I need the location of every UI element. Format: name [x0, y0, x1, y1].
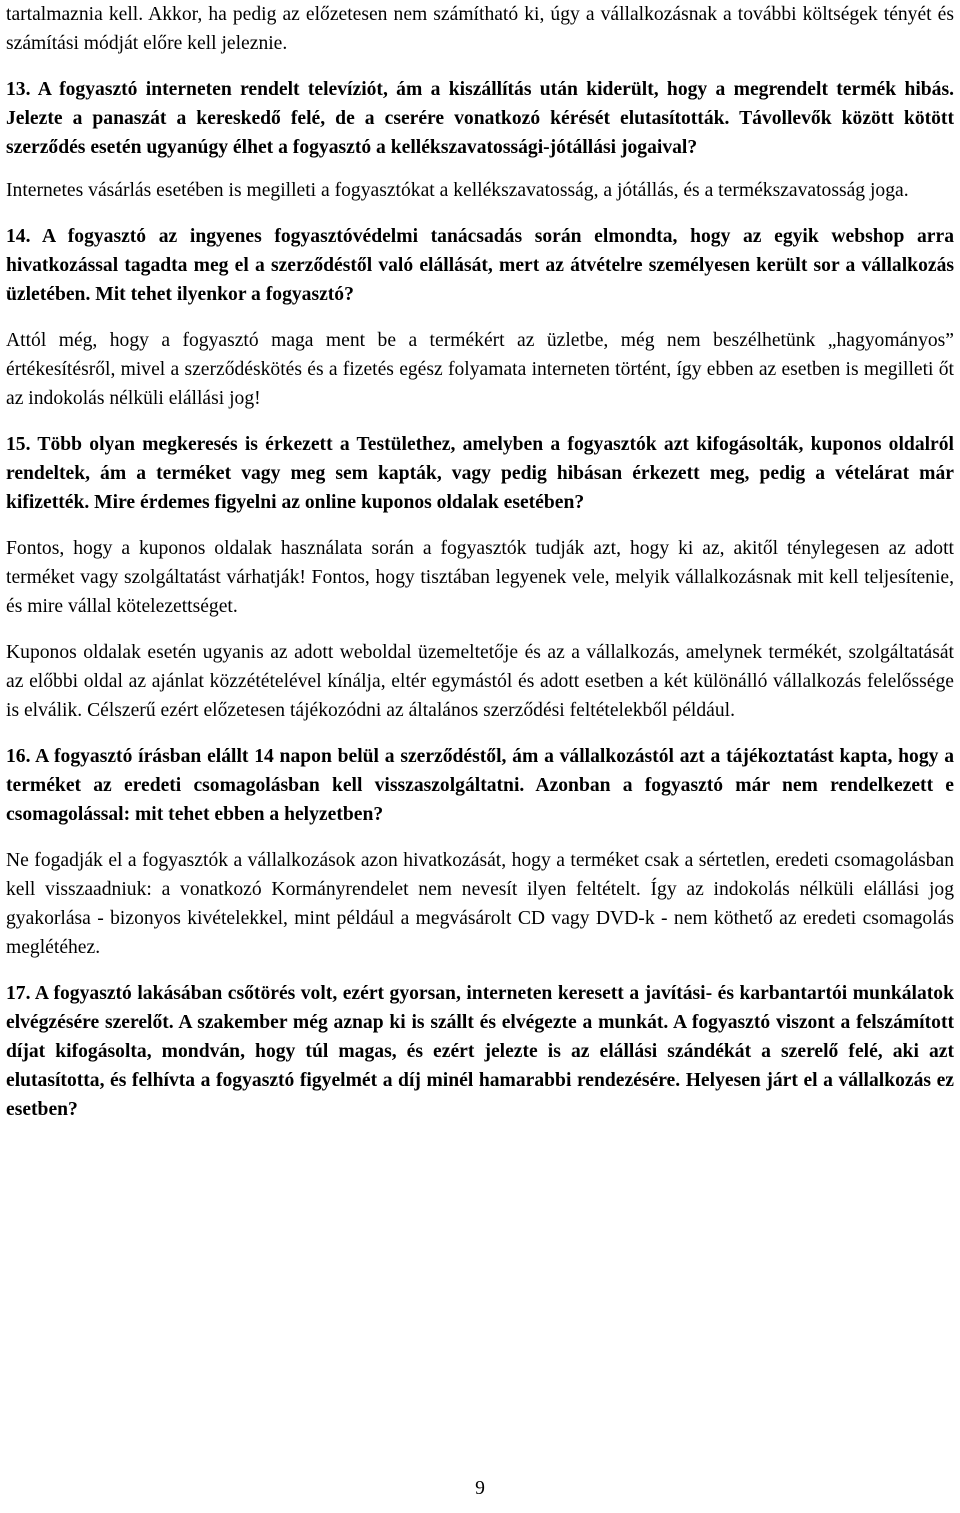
question-17: 17. A fogyasztó lakásában csőtörés volt, ezért gyorsan, interneten keresett a javítási- és karbantartói munkálatok elvégzésére szerelőt. A szakember még aznap ki is szállt és elvégezte a munkát. A fogyasztó viszont a felszámított díjat kifogásolta, mondván, hogy túl magas, és ezért jelezte is az elállási szándékát a szerelő felé, aki azt elutasította, és felhívta a fogyasztó figyelmét a díj minél hamarabbi rendezésére. Helyesen járt el a vállalkozás ez esetben?	[6, 983, 954, 1120]
answer-15-paragraph-1: Fontos, hogy a kuponos oldalak használata során a fogyasztók tudják azt, hogy ki az, akitől ténylegesen az adott terméket vagy szolgáltatást várhatják! Fontos, hogy tisztában legyenek vele, melyik vállalkozásnak mit kell teljesítenie, és mire vállal kötelezettséget.	[6, 538, 954, 617]
answer-14-paragraph-1: Attól még, hogy a fogyasztó maga ment be a termékért az üzletbe, még nem beszélhetünk „hagyományos” értékesítésről, mivel a szerződéskötés és a fizetés egész folyamata interneten történt, így ebben az esetben is megilleti őt az indokolás nélküli elállási jog!	[6, 330, 954, 409]
answer-16-paragraph-1: Ne fogadják el a fogyasztók a vállalkozások azon hivatkozását, hogy a terméket csak a sértetlen, eredeti csomagolásban kell visszaadniuk: a vonatkozó Kormányrendelet nem nevesít ilyen feltételt. Így az indokolás nélküli elállási jog gyakorlása - bizonyos kivételekkel, mint például a megvásárolt CD vagy DVD-k - nem köthető az eredeti csomagolás meglétéhez.	[6, 850, 954, 958]
intro-paragraph: tartalmaznia kell. Akkor, ha pedig az előzetesen nem számítható ki, úgy a vállalkozásnak a további költségek tényét és számítási módját előre kell jeleznie.	[6, 4, 954, 54]
question-15: 15. Több olyan megkeresés is érkezett a Testülethez, amelyben a fogyasztók azt kifogásolták, kuponos oldalról rendeltek, ám a terméket vagy meg sem kapták, vagy pedig hibásan érkezett meg, pedig a vételárat már kifizették. Mire érdemes figyelni az online kuponos oldalak esetében?	[6, 434, 954, 513]
document-page	[6, 0, 954, 1124]
answer-15-paragraph-2: Kuponos oldalak esetén ugyanis az adott weboldal üzemeltetője és az a vállalkozás, amelynek termékét, szolgáltatását az előbbi oldal az ajánlat közzétételével kínálja, eltér egymástól és adott esetben a két különálló vállalkozás felelőssége is elválik. Célszerű ezért előzetesen tájékozódni az általános szerződési feltételekből például.	[6, 642, 954, 721]
question-13: 13. A fogyasztó interneten rendelt televíziót, ám a kiszállítás után kiderült, hogy a megrendelt termék hibás. Jelezte a panaszát a kereskedő felé, de a cserére vonatkozó kérését elutasították. Távollevők között kötött szerződés esetén ugyanúgy élhet a fogyasztó a kellékszavatossági-jótállási jogaival?	[6, 79, 954, 158]
question-14: 14. A fogyasztó az ingyenes fogyasztóvédelmi tanácsadás során elmondta, hogy az egyik webshop arra hivatkozással tagadta meg el a szerződéstől való elállását, mert az átvételre személyesen került sor a vállalkozás üzletében. Mit tehet ilyenkor a fogyasztó?	[6, 226, 954, 305]
page-number: 9	[475, 1478, 485, 1499]
answer-13-paragraph-1: Internetes vásárlás esetében is megilleti a fogyasztókat a kellékszavatosság, a jótállás, és a termékszavatosság joga.	[6, 180, 909, 201]
question-16: 16. A fogyasztó írásban elállt 14 napon belül a szerződéstől, ám a vállalkozástól azt a tájékoztatást kapta, hogy a terméket az eredeti csomagolásban kell visszaszolgáltatni. Azonban a fogyasztó már nem rendelkezett e csomagolással: mit tehet ebben a helyzetben?	[6, 746, 954, 825]
